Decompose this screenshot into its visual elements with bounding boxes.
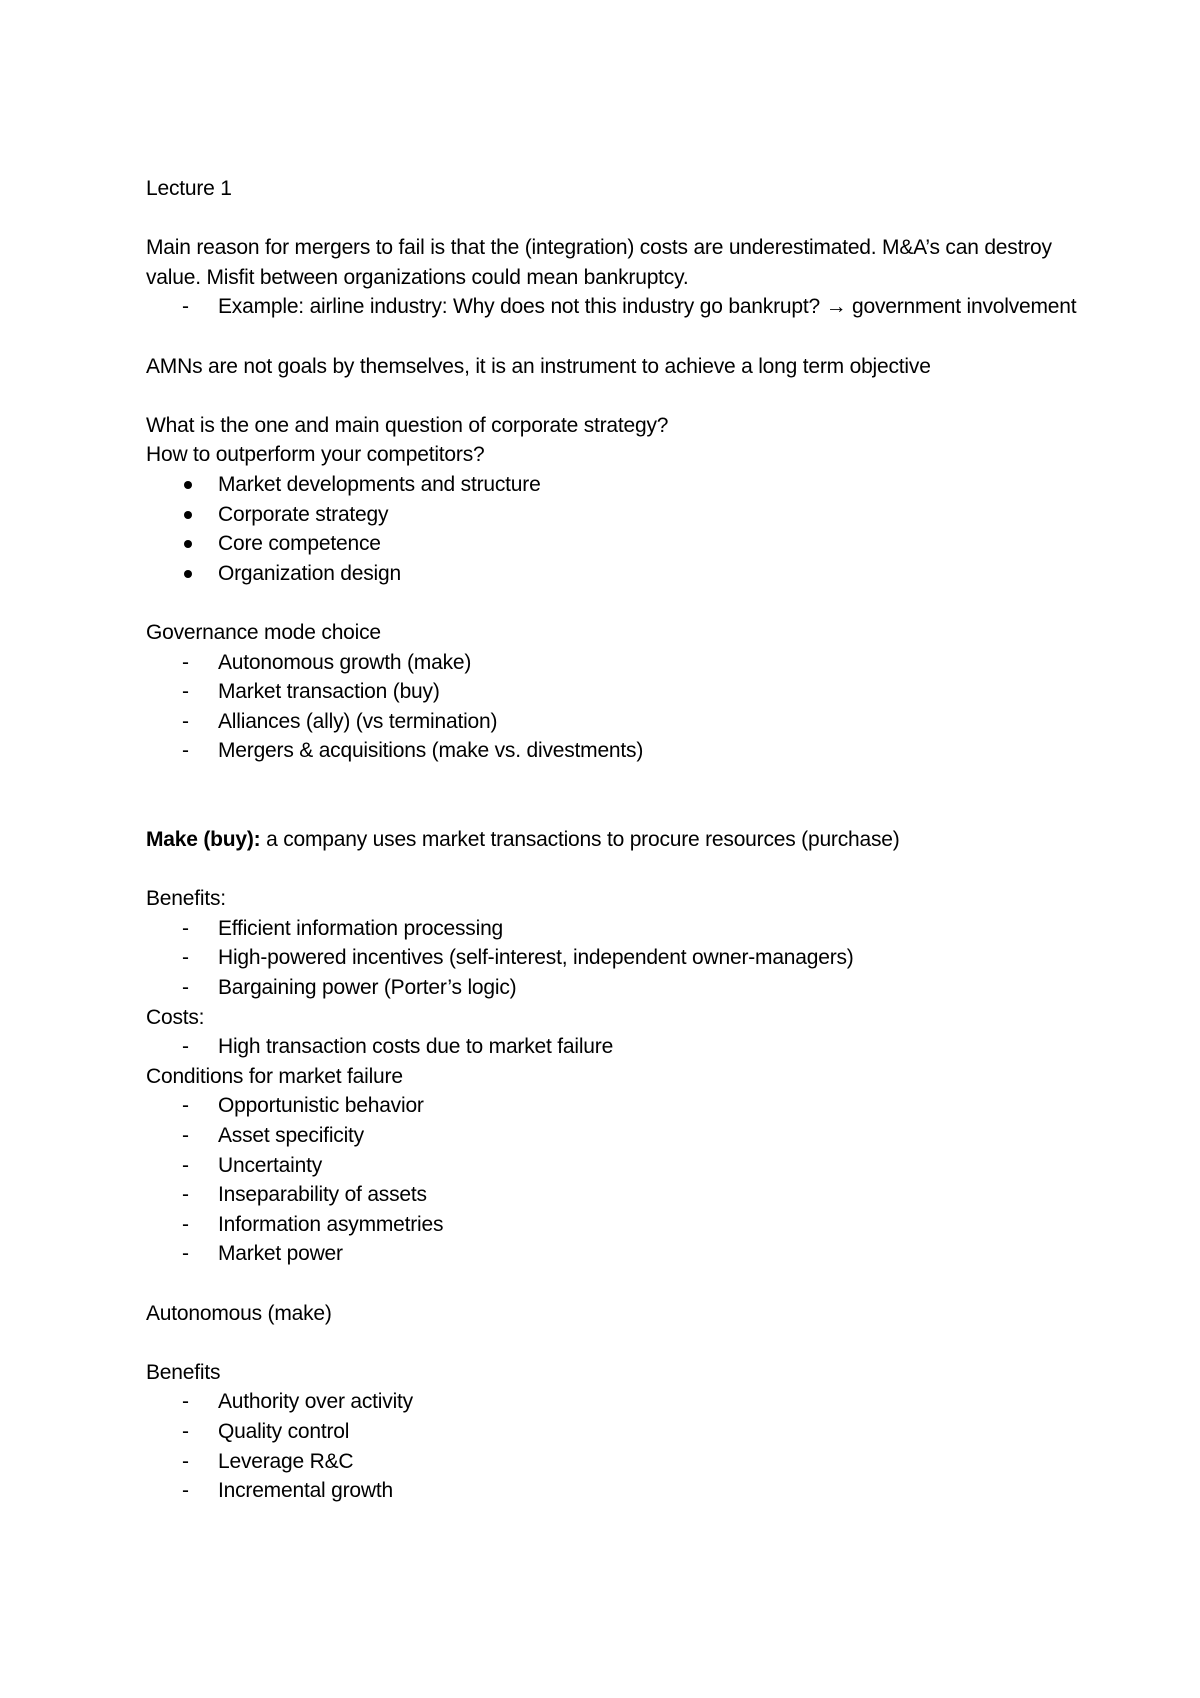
strategy-question: What is the one and main question of corporate strategy? (146, 413, 669, 437)
spacer (146, 322, 1106, 352)
list-item (146, 529, 1106, 559)
list-item-text: Autonomous growth (make) (218, 650, 472, 674)
spacer (146, 204, 1106, 234)
spacer (146, 855, 1106, 885)
list-item-text: Incremental growth (218, 1479, 393, 1503)
dash-marker: - (182, 1183, 189, 1207)
list-item-text: Quality control (218, 1419, 350, 1443)
list-item-text: Bargaining power (Porter’s logic) (218, 976, 517, 1000)
list-item (146, 648, 1106, 678)
autonomous-heading: Autonomous (make) (146, 1301, 332, 1325)
list-item (146, 1151, 1106, 1181)
governance-list (146, 648, 1106, 766)
list-item-text: Mergers & acquisitions (make vs. divestments) (218, 739, 644, 763)
list-item-text: Information asymmetries (218, 1212, 444, 1236)
list-item-text: Inseparability of assets (218, 1183, 427, 1207)
dash-marker: - (182, 1124, 189, 1147)
intro-paragraph: Main reason for mergers to fail is that the (integration) costs are underestimated. M&A’s can destroy value. Misfit between organizations could mean bankruptcy. (146, 236, 1052, 289)
dash-marker: - (182, 1212, 189, 1236)
dash-marker: - (182, 1242, 189, 1266)
document-content (146, 174, 1106, 1506)
list-item (146, 292, 1106, 322)
list-item (146, 973, 1106, 1003)
list-item (146, 914, 1106, 944)
costs-heading: Costs: (146, 1005, 205, 1029)
make-buy-definition (146, 825, 1106, 855)
make-buy-text: a company uses market transactions to procure resources (purchase) (260, 828, 900, 852)
benefits-heading: Benefits: (146, 887, 226, 911)
list-item-text: Authority over activity (218, 1390, 413, 1414)
list-item-text: Core competence (218, 532, 381, 556)
list-item-text: Market transaction (buy) (218, 680, 440, 704)
list-item-text: Asset specificity (218, 1124, 364, 1147)
dash-marker: - (182, 680, 189, 704)
bullet-icon (184, 511, 192, 519)
list-item (146, 707, 1106, 737)
dash-marker: - (182, 1419, 189, 1443)
list-item-text: Leverage R&C (218, 1449, 354, 1473)
dash-marker: - (182, 946, 189, 970)
list-item (146, 677, 1106, 707)
list-item (146, 1417, 1106, 1447)
list-item (146, 470, 1106, 500)
dash-marker: - (182, 709, 189, 733)
dash-marker: - (182, 295, 189, 319)
list-item-text: Corporate strategy (218, 502, 389, 526)
make-buy-label: Make (buy): (146, 828, 261, 852)
list-item-text: High-powered incentives (self-interest, independent owner-managers) (218, 946, 854, 970)
benefits-list (146, 914, 1106, 1003)
strategy-question-2: How to outperform your competitors? (146, 443, 485, 467)
spacer (146, 1328, 1106, 1358)
list-item-text: Market power (218, 1242, 343, 1266)
benefits2-heading: Benefits (146, 1360, 221, 1384)
dash-marker: - (182, 1035, 189, 1059)
list-item (146, 1447, 1106, 1477)
conditions-heading: Conditions for market failure (146, 1064, 403, 1088)
lecture-title: Lecture 1 (146, 177, 232, 200)
list-item-text: Uncertainty (218, 1153, 323, 1177)
benefits2-list (146, 1387, 1106, 1505)
list-item (146, 1239, 1106, 1269)
dash-marker: - (182, 1449, 189, 1473)
list-item-text: High transaction costs due to market failure (218, 1035, 614, 1059)
bullet-icon (184, 540, 192, 548)
dash-marker: - (182, 1390, 189, 1414)
list-item (146, 1091, 1106, 1121)
list-item (146, 1121, 1106, 1151)
costs-list (146, 1032, 1106, 1062)
dash-marker: - (182, 650, 189, 674)
dash-marker: - (182, 976, 189, 1000)
bullet-icon (184, 481, 192, 489)
list-item-text: Efficient information processing (218, 916, 504, 940)
list-item (146, 1032, 1106, 1062)
list-item-text: Opportunistic behavior (218, 1094, 424, 1118)
governance-heading: Governance mode choice (146, 620, 381, 644)
dash-marker: - (182, 1479, 189, 1503)
spacer (146, 766, 1106, 825)
list-item (146, 943, 1106, 973)
spacer (146, 1269, 1106, 1299)
dash-marker: - (182, 739, 189, 763)
list-item-text: Organization design (218, 561, 401, 585)
bullet-list (146, 470, 1106, 588)
spacer (146, 588, 1106, 618)
list-item (146, 1476, 1106, 1506)
intro-dash-text: Example: airline industry: Why does not this industry go bankrupt? → government involvement (218, 295, 1077, 319)
list-item (146, 500, 1106, 530)
spacer (146, 381, 1106, 411)
conditions-list (146, 1091, 1106, 1269)
list-item (146, 559, 1106, 589)
dash-marker: - (182, 1094, 189, 1118)
list-item (146, 1387, 1106, 1417)
dash-marker: - (182, 916, 189, 940)
list-item (146, 1210, 1106, 1240)
list-item-text: Alliances (ally) (vs termination) (218, 709, 498, 733)
amn-paragraph: AMNs are not goals by themselves, it is an instrument to achieve a long term objective (146, 354, 931, 378)
list-item (146, 1180, 1106, 1210)
list-item-text: Market developments and structure (218, 472, 541, 496)
list-item (146, 736, 1106, 766)
bullet-icon (184, 570, 192, 578)
dash-marker: - (182, 1153, 189, 1177)
